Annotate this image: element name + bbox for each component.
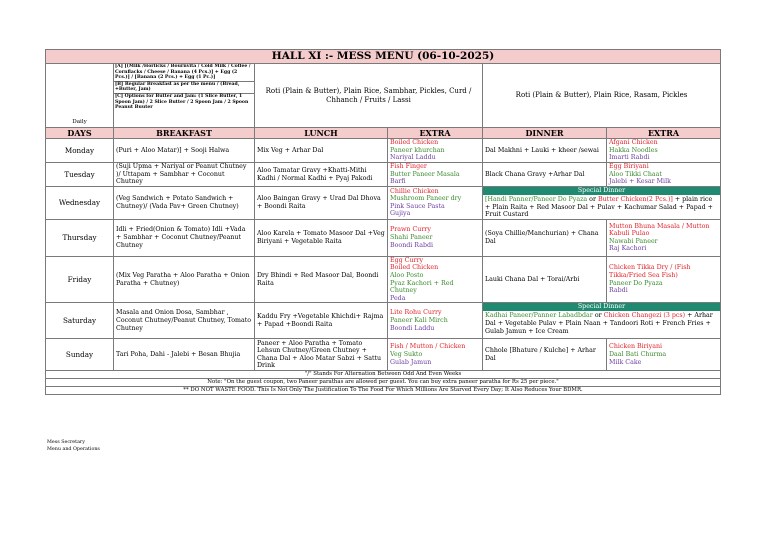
menu-extra-item: Hakka Noodles [609, 146, 658, 154]
menu-extra-item: Rabdi [609, 287, 628, 295]
special-dinner-menu [485, 311, 718, 335]
note-text: "/" Stands For Alternation Between Odd And Even Weeks [46, 371, 721, 379]
special-dinner-label: Special Dinner [483, 303, 720, 311]
dinner-item: Black Chana Gravy +Arhar Dal [483, 163, 607, 187]
day-name: Tuesday [46, 163, 114, 187]
menu-extra-item: Aloo Tikki Chaat [609, 170, 662, 178]
footer-department: Menu and Operations [47, 446, 100, 452]
breakfast-options [114, 64, 255, 128]
dinner-extra [607, 256, 721, 303]
lunch-extra [388, 339, 483, 371]
header-dinner-extra: EXTRA [607, 128, 721, 139]
footer-secretary: Mess Secretary [47, 440, 85, 445]
menu-extra-item: Mushroom Paneer dry [390, 195, 462, 203]
breakfast-item: (Puri + Aloo Matar)] + Sooji Halwa [114, 139, 255, 163]
menu-extra-item: Daal Bati Churma [609, 351, 667, 359]
menu-extra-item: Boondi Laddu [390, 324, 435, 332]
day-name: Wednesday [46, 187, 114, 220]
dinner-item: (Soya Chillie/Manchurian) + Chana Dal [483, 219, 607, 256]
special-dinner-part: Kadhai Paneer/Panner Labadbdar [485, 312, 593, 320]
menu-extra-item: Chicken Biriyani [609, 343, 663, 351]
menu-extra-item: Chillie Chicken [390, 187, 439, 195]
dinner-extra [607, 219, 721, 256]
lunch-item: Paneer + Aloo Paratha + Tomato Lehsun Chutney/Green Chutney + Chana Dal + Aloo Matar Sabzi + Sattu Drink [255, 339, 388, 371]
table-row [46, 187, 721, 220]
dinner-extra [607, 163, 721, 187]
lunch-item: Aloo Baingan Gravy + Urad Dal Dhova + Boondi Raita [255, 187, 388, 220]
menu-extra-item: Prawn Curry [390, 226, 431, 234]
menu-extra-item: Jalebi + Kesar Milk [609, 178, 671, 186]
breakfast-item: (Veg Sandwich + Potato Sandwich + Chutney)/ (Vada Pav+ Green Chutney) [114, 187, 255, 220]
day-name: Saturday [46, 303, 114, 339]
menu-extra-item: Pink Sauce Pasta [390, 202, 445, 210]
special-dinner-menu [485, 195, 718, 219]
menu-extra-item: Nariyal Laddu [390, 154, 436, 162]
breakfast-option-c: [C] Options for Butter and Jam: (1 Slice Butter, 1 Spoon Jam) / 2 Slice Butter / 2 Spoon Jam / 2 Spoon Peanut Buuter [115, 93, 249, 111]
special-dinner-part: + plain rice + Plain Raita + Red Masoor Dal + Pulav + Kachumar Salad + Papad + Fruit Custard [485, 196, 713, 219]
menu-extra-item: Nawabi Paneer [609, 237, 658, 245]
dinner-item: Lauki Chana Dal + Torai/Arbi [483, 256, 607, 303]
header-breakfast: BREAKFAST [114, 128, 255, 139]
menu-extra-item: Pyaz Kachori + Red Chutney [390, 279, 454, 295]
mess-menu-table [45, 49, 721, 395]
table-row [46, 163, 721, 187]
menu-extra-item: Boiled Chicken [390, 139, 439, 147]
special-dinner-part: or [592, 312, 604, 320]
menu-extra-item: Egg Curry [390, 256, 424, 264]
day-name: Monday [46, 139, 114, 163]
lunch-extra [388, 139, 483, 163]
menu-extra-item: Paneer khurchan [390, 146, 445, 154]
header-lunch: LUNCH [255, 128, 388, 139]
special-dinner-part: + Arhar Dal + Vegetable Pulav + Plain Naan + Tandoori Roti + French Fries + Gulab Jamun + Ice Cream [485, 312, 713, 335]
breakfast-item: Tari Poha, Dahi - Jalebi + Besan Bhujia [114, 339, 255, 371]
table-row [46, 219, 721, 256]
dinner-extra [607, 139, 721, 163]
menu-extra-item: Veg Sukto [390, 351, 423, 359]
menu-extra-item: Imarti Rabdi [609, 154, 650, 162]
menu-extra-item: Fish / Mutton / Chicken [390, 343, 466, 351]
breakfast-item: (Mix Veg Paratha + Aloo Paratha + Onion Paratha + Chutney) [114, 256, 255, 303]
special-dinner [483, 187, 721, 220]
lunch-extra [388, 219, 483, 256]
menu-extra-item: Barfi [390, 178, 406, 186]
breakfast-item: Masala and Onion Dosa, Sambhar , Coconut Chutney/Peanut Chutney, Tomato Chutney [114, 303, 255, 339]
menu-extra-item: Mutton Bhuna Masala / Mutton Kabuli Pulao [609, 222, 710, 238]
footer [47, 440, 100, 453]
note-row [46, 371, 721, 379]
page-title: HALL XI :- MESS MENU (06-10-2025) [46, 50, 721, 64]
lunch-item: Mix Veg + Arhar Dal [255, 139, 388, 163]
menu-extra-item: Milk Cake [609, 358, 642, 366]
dinner-item: Dal Makhni + Lauki + kheer /sewai [483, 139, 607, 163]
menu-extra-item: Lite Rohu Curry [390, 309, 442, 317]
menu-extra-item: Gujiya [390, 210, 411, 218]
lunch-extra [388, 163, 483, 187]
special-dinner [483, 303, 721, 339]
breakfast-option-a: [A] [(Milk /Horlicks / Bournvita / Cold Milk / Coffee / Cornflacks / Cheese / Banana (4 Pcs.)] + Egg (2 Pcs.)] / [Banana (2 Pcs.) + Egg (1 Pc.)] [114, 64, 254, 82]
menu-extra-item: Paneer Kali Mirch [390, 317, 448, 325]
dinner-extra [607, 339, 721, 371]
menu-extra-item: Gulab Jamun [390, 358, 432, 366]
day-name: Thursday [46, 219, 114, 256]
header-days: DAYS [46, 128, 114, 139]
menu-extra-item: Chicken Tikka Dry / (Fish Tikka/Fried Sea Fish) [609, 264, 691, 279]
daily-dinner: Roti (Plain & Butter), Plain Rice, Rasam, Pickles [483, 64, 721, 128]
lunch-extra [388, 303, 483, 339]
header-dinner: DINNER [483, 128, 607, 139]
day-name: Friday [46, 256, 114, 303]
menu-extra-item: Egg Biriyani [609, 163, 649, 171]
special-dinner-part: Butter Chicken(2 Pcs.)] [597, 196, 673, 203]
dinner-item: Chhole [Bhature / Kulche] + Arhar Dal [483, 339, 607, 371]
header-lunch-extra: EXTRA [388, 128, 483, 139]
day-name: Sunday [46, 339, 114, 371]
lunch-item: Kaddu Fry +Vegetable Khichdi+ Rajma + Papad +Boondi Raita [255, 303, 388, 339]
menu-extra-item: Aloo Posto [390, 271, 424, 279]
menu-extra-item: Paneer Do Pyaza [609, 279, 663, 287]
lunch-item: Dry Bhindi + Red Masoor Dal, Boondi Raita [255, 256, 388, 303]
note-text: ** DO NOT WASTE FOOD. This Is Not Only The Justification To The Food For Which Millions Are Starved Every Day; It Also Reduces Your BDMR. [46, 387, 721, 395]
table-row [46, 339, 721, 371]
menu-extra-item: Boiled Chicken [390, 264, 439, 272]
breakfast-item: (Suji Upma + Nariyal or Peanut Chutney )/ Uttapam + Sambhar + Coconut Chutney [114, 163, 255, 187]
table-row [46, 303, 721, 339]
menu-extra-item: Afgani Chicken [609, 139, 658, 147]
menu-extra-item: Shahi Paneer [390, 233, 433, 241]
special-dinner-label: Special Dinner [483, 187, 720, 195]
note-text: Note: "On the guest coupon, two Paneer parathas are allowed per guest. You can buy extra paneer paratha for Rs 25 per piece." [46, 379, 721, 387]
lunch-extra [388, 187, 483, 220]
special-dinner-part: Chicken Changezi (3 pcs) [603, 312, 686, 320]
table-row [46, 256, 721, 303]
breakfast-option-b: [B] Regular Breakfast as per the menu / (Bread, +Butter, Jam) [114, 82, 254, 94]
table-row [46, 139, 721, 163]
menu-extra-item: Fish Finger [390, 163, 427, 171]
menu-extra-item: Raj Kachori [609, 245, 647, 253]
lunch-item: Aloo Karela + Tomato Masoor Dal +Veg Biriyani + Vegetable Raita [255, 219, 388, 256]
lunch-extra [388, 256, 483, 303]
breakfast-item: Idli + Fried(Onion & Tomato) Idli +Vada + Sambhar + Coconut Chutney/Peanut Chutney [114, 219, 255, 256]
note-row [46, 379, 721, 387]
special-dinner-part: or [587, 196, 598, 203]
daily-lunch: Roti (Plain & Butter), Plain Rice, Sambhar, Pickles, Curd / Chhanch / Fruits / Lassi [255, 64, 483, 128]
menu-extra-item: Butter Paneer Masala [390, 170, 460, 178]
menu-extra-item: Peda [390, 294, 406, 302]
lunch-item: Aloo Tamatar Gravy +Khatti-Mithi Kadhi / Normal Kadhi + Pyaj Pakodi [255, 163, 388, 187]
note-row [46, 387, 721, 395]
special-dinner-part: [Handi Panner/Paneer Do Pyaza [485, 196, 588, 203]
menu-extra-item: Boondi Rabdi [390, 241, 434, 249]
daily-label: Daily [46, 64, 114, 128]
